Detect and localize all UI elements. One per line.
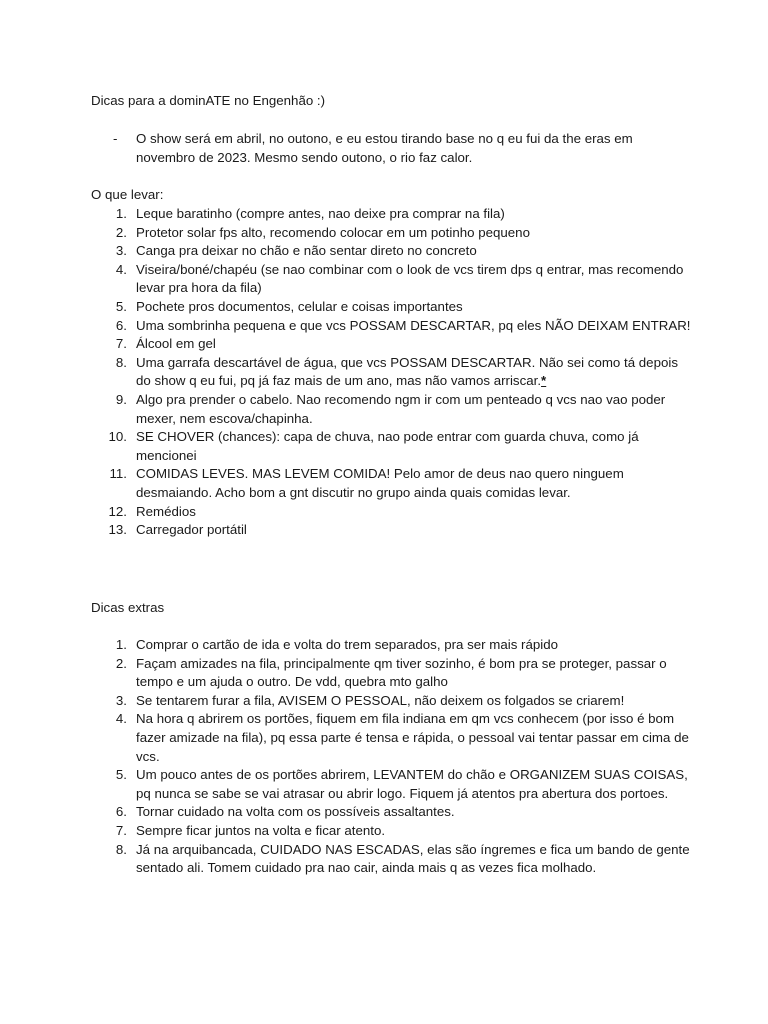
list-item-number: 3.	[115, 692, 127, 708]
list-item	[91, 710, 691, 766]
list-item-number: 1.	[115, 637, 127, 652]
list-item-number: 6.	[115, 804, 127, 820]
what-to-bring-list	[91, 205, 691, 540]
list-item-number: 8.	[115, 841, 127, 857]
list-item-text: Viseira/boné/chapéu (se nao combinar com o look de vcs tirem dps q entrar, mas recomendo levar pra hora da fila)	[136, 261, 684, 296]
list-item-text: Remédios	[136, 503, 196, 519]
list-item	[91, 335, 691, 354]
list-item-text: Comprar o cartão de ida e volta do trem separados, pra ser mais rápido	[136, 637, 559, 652]
list-item	[91, 803, 691, 822]
list-item-number: 2.	[115, 655, 127, 671]
list-item-text: Façam amizades na fila, principalmente qm tiver sozinho, é bom pra se proteger, passar o tempo e um ajuda o outro. De vdd, quebra mto galho	[136, 655, 667, 690]
list-item	[91, 391, 691, 428]
list-item	[91, 224, 691, 243]
list-item-number: 13.	[108, 522, 127, 538]
intro-section	[91, 130, 691, 167]
list-item-number: 12.	[108, 503, 127, 519]
list-item-text: Na hora q abrirem os portões, fiquem em fila indiana em qm vcs conhecem (por isso é bom fazer amizade na fila), pq essa parte é tensa e rápida, o pessoal vai tentar passar em cima de vcs.	[136, 711, 689, 764]
extra-tips-list	[91, 636, 691, 878]
list-item	[91, 692, 691, 711]
extra-tips-heading: Dicas extras	[91, 600, 165, 615]
list-item	[91, 521, 691, 540]
list-item	[91, 261, 691, 298]
list-item-text: Uma garrafa descartável de água, que vcs POSSAM DESCARTAR. Não sei como tá depois do show q eu fui, pq já faz mais de um ano, mas não vamos arriscar.	[136, 354, 678, 389]
list-item-number: 7.	[115, 822, 127, 838]
list-item-text: Se tentarem furar a fila, AVISEM O PESSOAL, não deixem os folgados se criarem!	[136, 692, 625, 708]
list-item	[91, 636, 691, 655]
list-item-text: Sempre ficar juntos na volta e ficar atento.	[136, 822, 386, 838]
list-item	[91, 465, 691, 502]
document-title: Dicas para a dominATE no Engenhão :)	[91, 93, 326, 108]
list-item-text: Pochete pros documentos, celular e coisas importantes	[136, 298, 463, 314]
list-item-text: COMIDAS LEVES. MAS LEVEM COMIDA! Pelo amor de deus nao quero ninguem desmaiando. Acho bom a gnt discutir no grupo ainda quais comidas levar.	[136, 466, 624, 500]
intro-bullet	[91, 130, 691, 167]
list-item	[91, 354, 691, 391]
list-item-number: 7.	[115, 336, 127, 352]
list-item-text: Algo pra prender o cabelo. Nao recomendo ngm ir com um penteado q vcs nao vao poder mexer, nem escova/chapinha.	[136, 391, 666, 426]
list-item-number: 1.	[115, 206, 127, 221]
list-item-number: 4.	[115, 711, 127, 727]
list-item	[91, 317, 691, 336]
list-item	[91, 766, 691, 803]
list-item	[91, 841, 691, 878]
list-item-number: 5.	[115, 767, 127, 783]
list-item-text: Um pouco antes de os portões abrirem, LEVANTEM do chão e ORGANIZEM SUAS COISAS, pq nunca se sabe se vai atrasar ou abrir logo. Fiquem já atentos pra abertura dos portoes.	[136, 767, 688, 801]
list-item-text: Uma sombrinha pequena e que vcs POSSAM DESCARTAR, pq eles NÃO DEIXAM ENTRAR!	[136, 317, 691, 333]
footnote-asterisk: *	[541, 373, 547, 389]
list-item	[91, 428, 691, 465]
list-item-text: Canga pra deixar no chão e não sentar direto no concreto	[136, 243, 477, 259]
intro-bullet-text: O show será em abril, no outono, e eu estou tirando base no q eu fui da the eras em novembro de 2023. Mesmo sendo outono, o rio faz calor.	[136, 131, 633, 165]
what-to-bring-heading: O que levar:	[91, 187, 164, 202]
dash-bullet-icon: -	[113, 131, 118, 146]
list-item-text: Tornar cuidado na volta com os possíveis assaltantes.	[136, 804, 455, 820]
list-item-number: 2.	[115, 224, 127, 240]
list-item	[91, 242, 691, 261]
list-item-number: 10.	[108, 429, 127, 445]
list-item-number: 8.	[115, 354, 127, 370]
list-item	[91, 503, 691, 522]
list-item-number: 3.	[115, 243, 127, 259]
list-item	[91, 822, 691, 841]
list-item-number: 4.	[115, 261, 127, 277]
list-item-number: 9.	[115, 391, 127, 407]
list-item-number: 6.	[115, 317, 127, 333]
list-item-text: Carregador portátil	[136, 522, 247, 538]
list-item-number: 11.	[109, 466, 127, 482]
list-item-text: Álcool em gel	[136, 336, 216, 352]
list-item-text: SE CHOVER (chances): capa de chuva, nao pode entrar com guarda chuva, como já mencionei	[136, 429, 639, 463]
list-item-text: Leque baratinho (compre antes, nao deixe pra comprar na fila)	[136, 206, 505, 221]
list-item	[91, 205, 691, 224]
list-item	[91, 655, 691, 692]
list-item	[91, 298, 691, 317]
list-item-text: Já na arquibancada, CUIDADO NAS ESCADAS, elas são íngremes e fica um bando de gente sentado ali. Tomem cuidado pra nao cair, ainda mais q as vezes fica molhado.	[136, 841, 690, 876]
list-item-text: Protetor solar fps alto, recomendo colocar em um potinho pequeno	[136, 224, 530, 240]
list-item-number: 5.	[115, 298, 127, 314]
